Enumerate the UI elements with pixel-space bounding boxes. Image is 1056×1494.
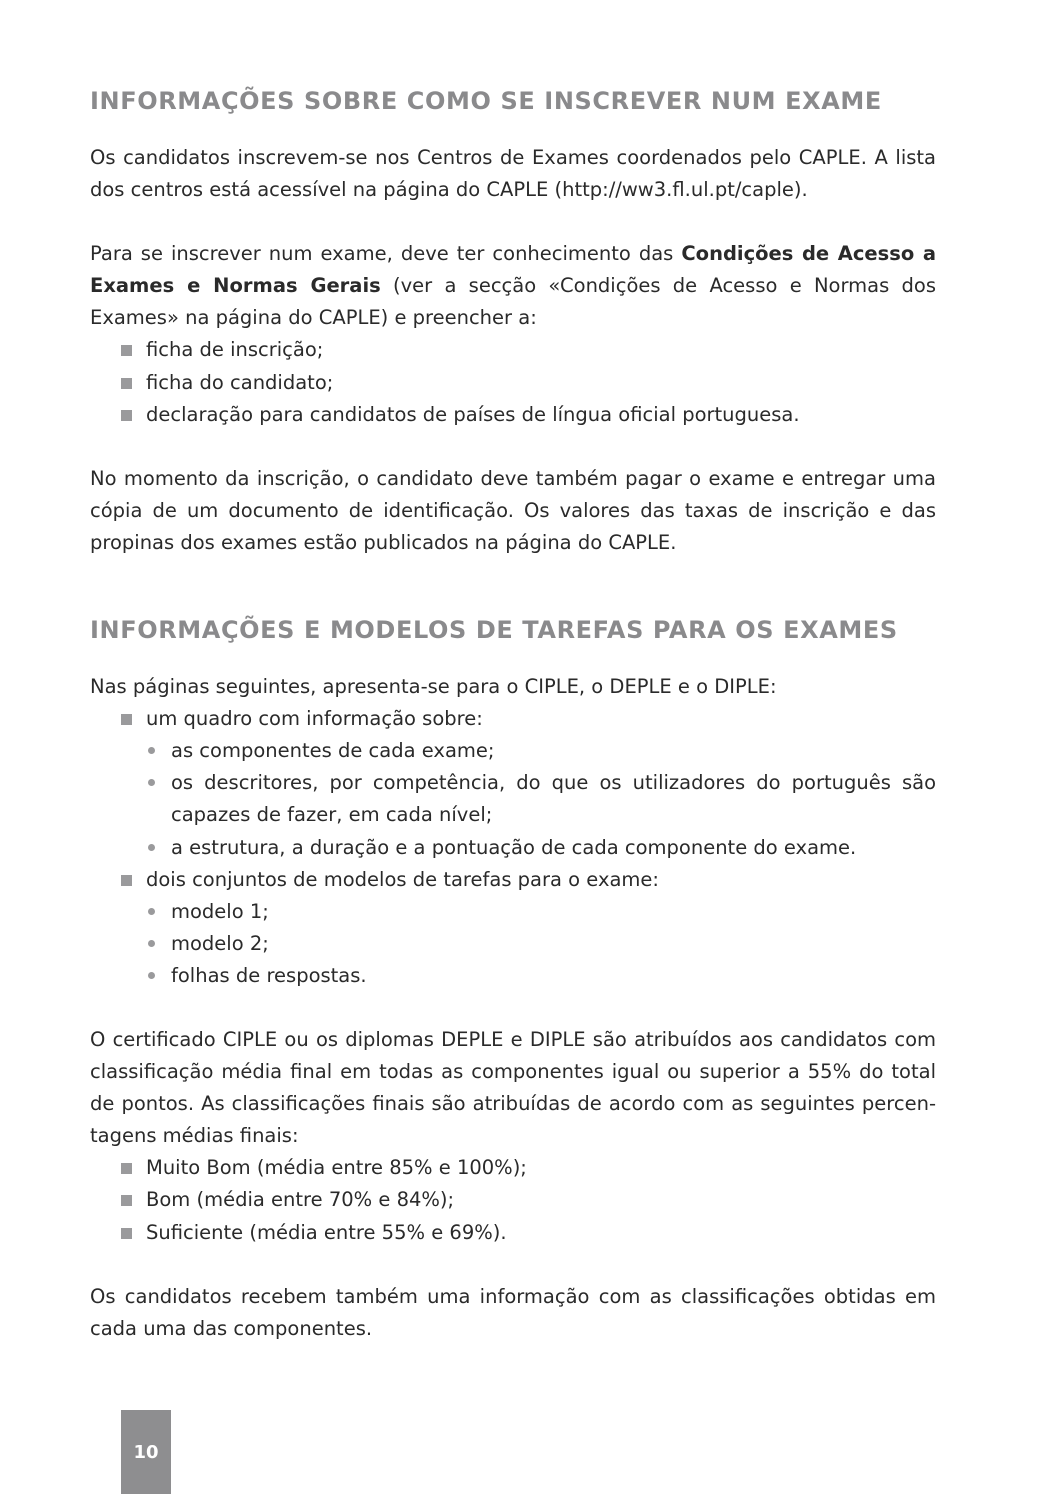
list-item — [90, 399, 936, 431]
text: (ver a secção «Condições de Acesso e Normas dos Exames» na página do CAPLE) e preencher a: — [90, 274, 937, 330]
list-item — [90, 367, 936, 399]
page-number: 10 — [133, 1441, 159, 1463]
list-item-text: Suficiente (média entre 55% e 69%). — [146, 1220, 507, 1244]
sub-list-item — [146, 735, 936, 767]
content-list — [90, 703, 936, 992]
list-item-text: folhas de respostas. — [171, 963, 367, 987]
square-bullet-icon — [121, 714, 132, 725]
list-item — [90, 1152, 936, 1184]
list-item — [90, 1217, 936, 1249]
list-item — [90, 703, 936, 863]
list-item-text: modelo 2; — [171, 931, 269, 955]
square-bullet-icon — [121, 875, 132, 886]
sub-list-item — [146, 960, 936, 992]
dot-bullet-icon — [148, 940, 155, 947]
page-number-tab — [121, 1410, 171, 1494]
sub-list-item — [146, 896, 936, 928]
list-item-text: Bom (média entre 70% e 84%); — [146, 1188, 455, 1212]
sub-list-item — [146, 767, 936, 831]
list-item-text: declaração para candidatos de países de língua oficial portuguesa. — [146, 402, 800, 426]
grades-list — [90, 1152, 936, 1248]
text: Para se inscrever num exame, deve ter conhecimento das — [90, 242, 682, 266]
square-bullet-icon — [121, 345, 132, 356]
list-item-text: um quadro com informação sobre: — [146, 707, 483, 731]
list-item — [90, 864, 936, 992]
square-bullet-icon — [121, 1195, 132, 1206]
list-item-text: dois conjuntos de modelos de tarefas para o exame: — [146, 867, 659, 891]
sub-list-item — [146, 832, 936, 864]
dot-bullet-icon — [148, 844, 155, 851]
section-heading-inscricao: INFORMAÇÕES SOBRE COMO SE INSCREVER NUM EXAME — [90, 87, 882, 115]
square-bullet-icon — [121, 410, 132, 421]
dot-bullet-icon — [148, 972, 155, 979]
dot-bullet-icon — [148, 747, 155, 754]
paragraph: Os candidatos inscrevem-se nos Centros de Exames coordenados pelo CAPLE. A lista dos centros está acessível na página do CAPLE (http://ww3.fl.ul.pt/caple). — [90, 146, 936, 202]
list-item-text: Muito Bom (média entre 85% e 100%); — [146, 1156, 527, 1180]
square-bullet-icon — [121, 1163, 132, 1174]
bold-text: Condições de Acesso a Exames e Normas Gerais — [90, 242, 936, 298]
section-heading-modelos: INFORMAÇÕES E MODELOS DE TAREFAS PARA OS EXAMES — [90, 616, 898, 645]
list-item — [90, 1184, 936, 1216]
list-item — [90, 334, 936, 366]
dot-bullet-icon — [148, 908, 155, 915]
paragraph — [90, 238, 936, 334]
square-bullet-icon — [121, 378, 132, 389]
list-item-text: ficha do candidato; — [146, 370, 334, 394]
paragraph: Os candidatos recebem também uma informação com as classificações obtidas em cada uma das componentes. — [90, 1284, 936, 1340]
dot-bullet-icon — [148, 779, 155, 786]
list-item-text: a estrutura, a duração e a pontuação de cada componente do exame. — [171, 835, 857, 859]
list-item-text: os descritores, por competência, do que os utilizadores do português são capazes de fazer, em cada nível; — [171, 771, 936, 827]
paragraph: O certificado CIPLE ou os diplomas DEPLE e DIPLE são atribuídos aos candidatos com classificação média final em todas as componentes igual ou superior a 55% do total de pontos. As classificações finais são atribuídas de acordo com as seguintes percentagens médias finais: — [90, 1027, 936, 1148]
paragraph: Nas páginas seguintes, apresenta-se para o CIPLE, o DEPLE e o DIPLE: — [90, 675, 777, 699]
list-item-text: as componentes de cada exame; — [171, 739, 495, 763]
page-content — [90, 84, 936, 1345]
sub-list-item — [146, 928, 936, 960]
square-bullet-icon — [121, 1228, 132, 1239]
list-item-text: modelo 1; — [171, 899, 269, 923]
paragraph: No momento da inscrição, o candidato deve também pagar o exame e entregar uma cópia de um documento de identificação. Os valores das taxas de inscrição e das propinas dos exames estão publicados na página do CAPLE. — [90, 466, 936, 554]
list-item-text: ficha de inscrição; — [146, 338, 324, 362]
form-list — [90, 334, 936, 430]
